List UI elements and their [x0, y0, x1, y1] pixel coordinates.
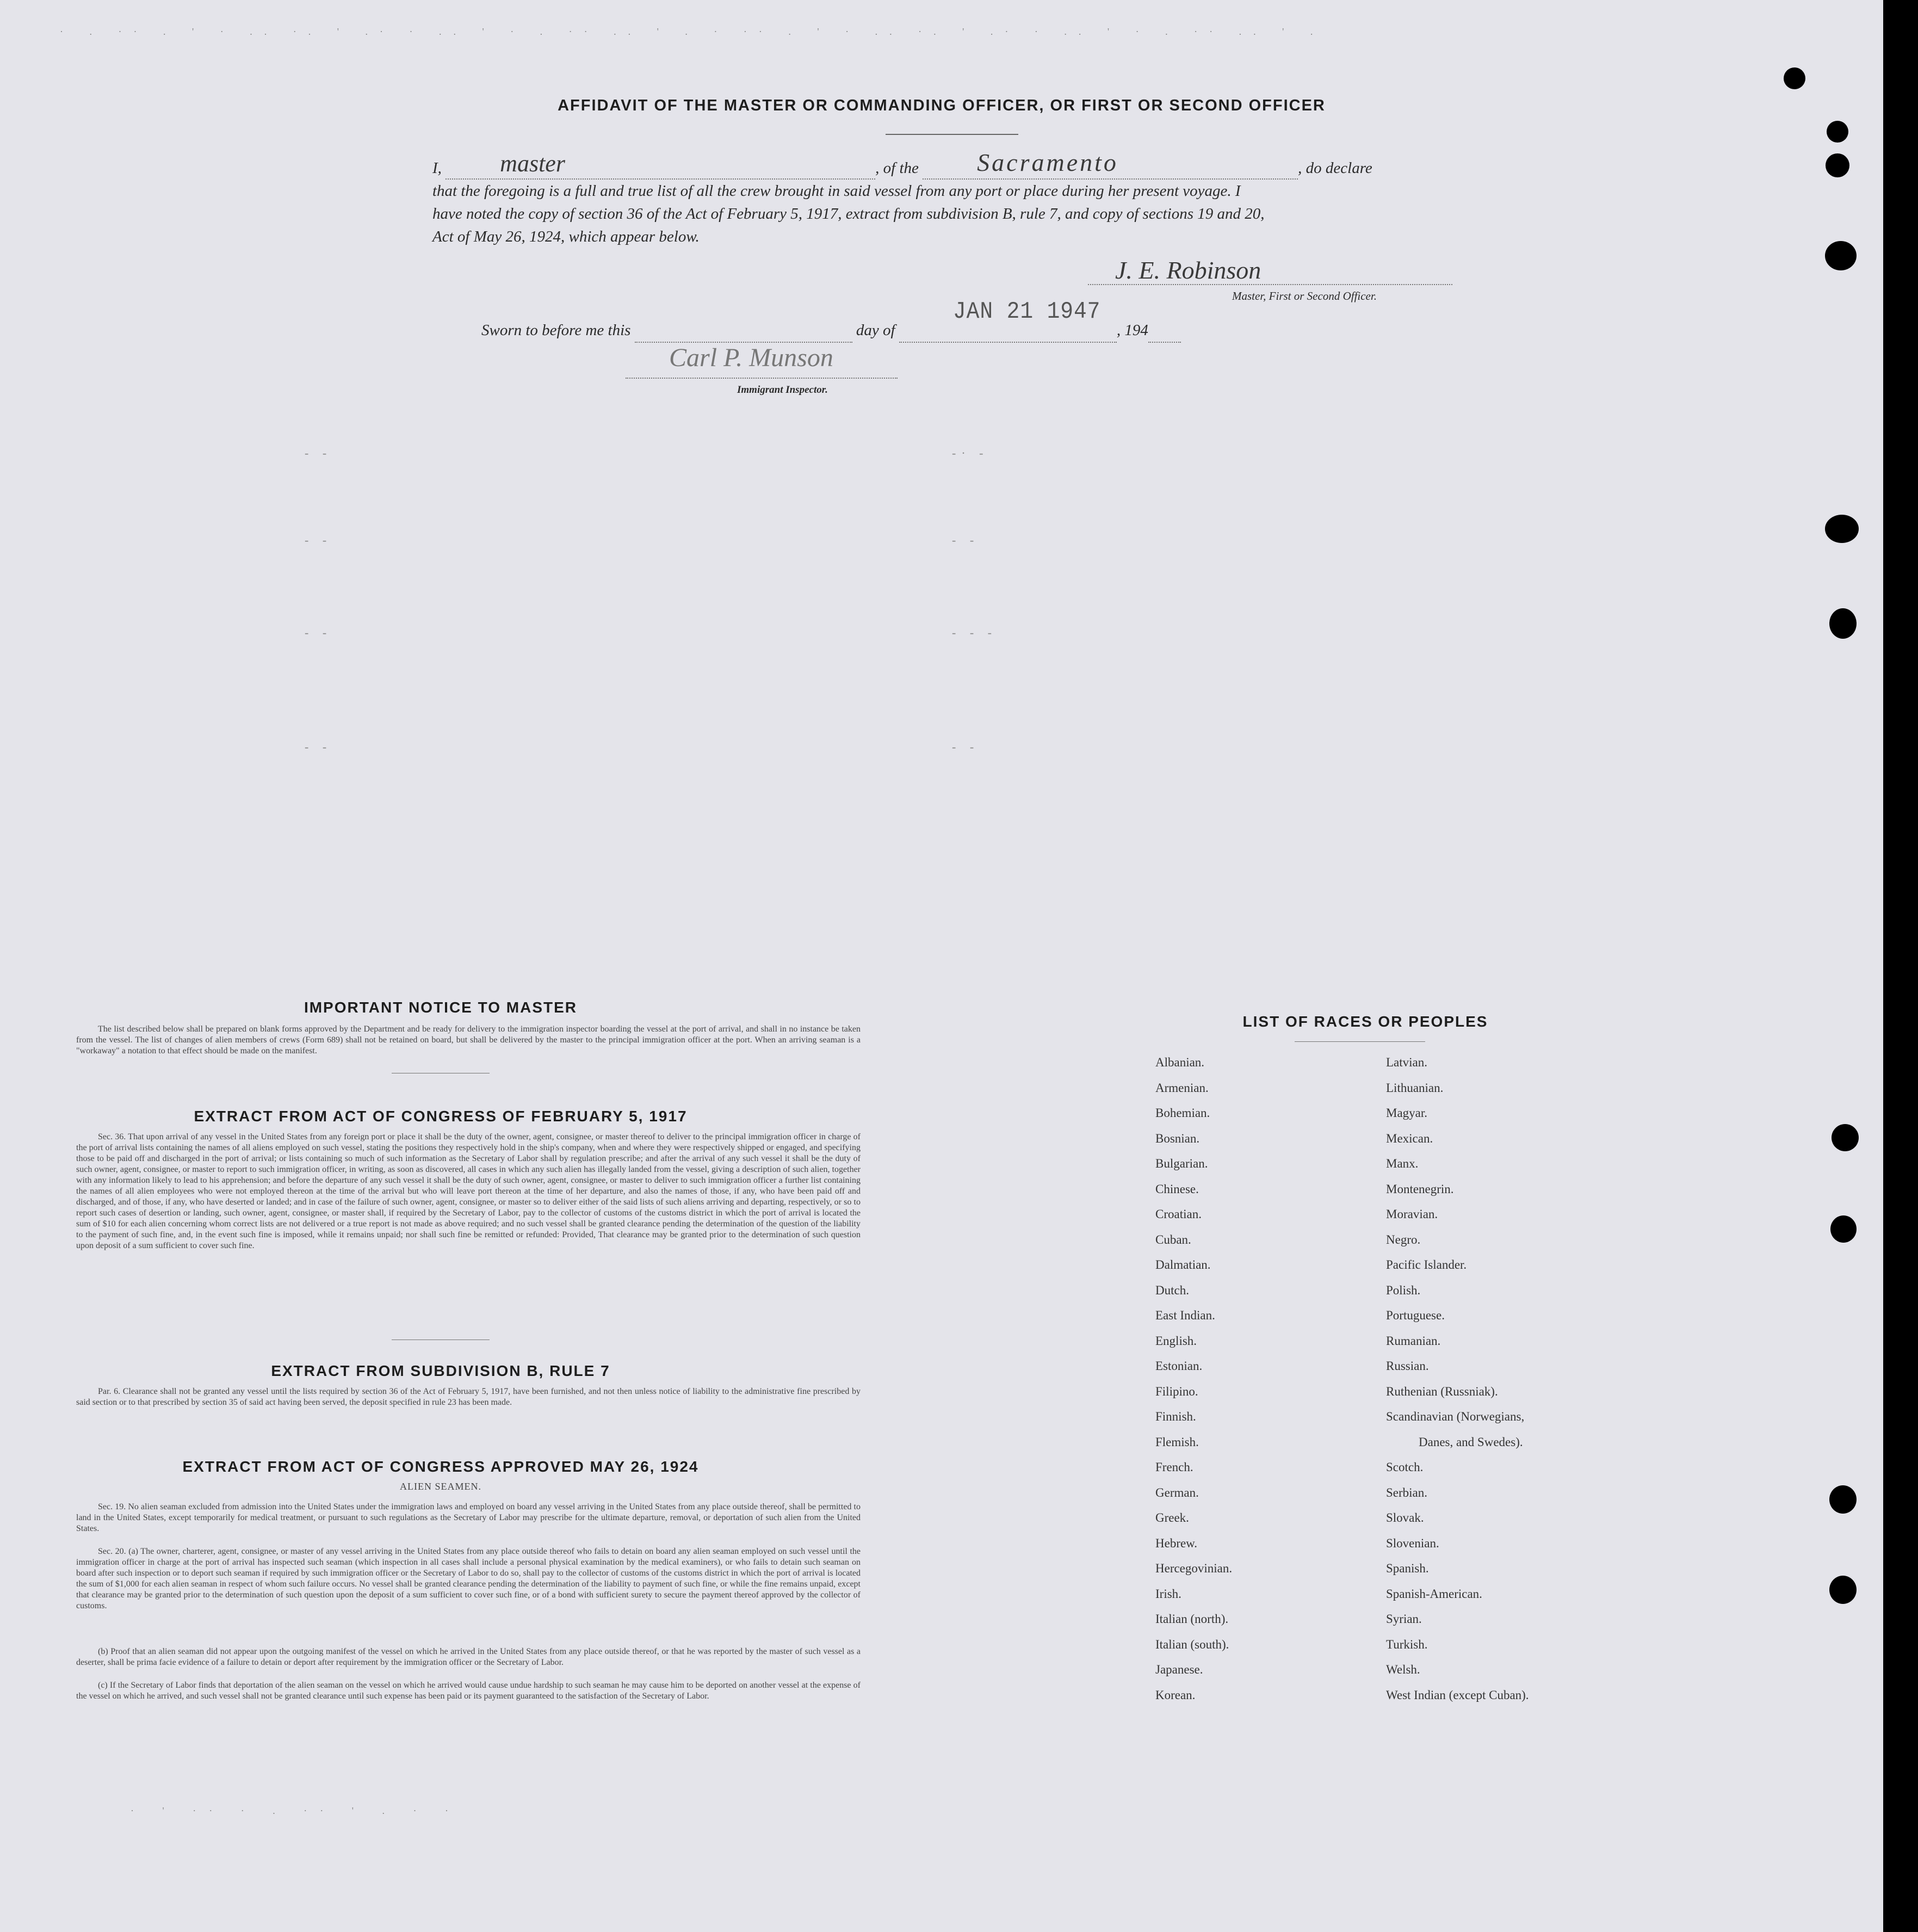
- race-item: Dutch.: [1155, 1283, 1189, 1297]
- race-item: Chinese.: [1155, 1182, 1199, 1196]
- race-item: Hercegovinian.: [1155, 1561, 1233, 1575]
- race-item: Dalmatian.: [1155, 1258, 1211, 1271]
- race-item: Scandinavian (Norwegians,: [1386, 1410, 1525, 1423]
- race-item: French.: [1155, 1460, 1193, 1474]
- race-item: Spanish-American.: [1386, 1587, 1482, 1601]
- punch-hole-icon: [1829, 1576, 1857, 1604]
- race-item: Manx.: [1386, 1157, 1419, 1170]
- race-item: Slovenian.: [1386, 1536, 1439, 1550]
- scan-noise: · ' ·· · . ·· ' . · ·: [131, 1805, 461, 1816]
- section-20b-text: (b) Proof that an alien seaman did not appear upon the outgoing manifest of the vessel on which he arrived in the United States from any place outside thereof, or that he was reported by the master of such vessel as a deserter, shall be prima facie evidence of a failure to detain or deport after requirement by the immigration officer or the Secretary of Labor.: [76, 1647, 861, 1667]
- declaration-line-4: Act of May 26, 1924, which appear below.: [432, 228, 700, 245]
- punch-hole-icon: [1830, 1215, 1857, 1243]
- race-item: Negro.: [1386, 1232, 1421, 1246]
- date-stamp: JAN 21 1947: [953, 298, 1101, 325]
- declaration-of-the: , of the: [875, 159, 919, 177]
- vessel-name-field: [923, 149, 1298, 180]
- race-item: English.: [1155, 1334, 1197, 1348]
- vessel-name-handwriting: Sacramento: [977, 149, 1118, 176]
- punch-hole-icon: [1829, 608, 1857, 639]
- punch-hole-icon: [1784, 67, 1805, 89]
- sworn-day-field: [635, 319, 852, 343]
- scan-noise: · . ·· . ' · .. ·. ' .· · .. ' · . ·· .. ' . · ·· . ' · .. ·. ' .· · .. ' · . ·· .. ' .: [60, 26, 1325, 37]
- punch-hole-icon: [1827, 121, 1848, 143]
- scan-marks: ‐ ‐: [305, 626, 332, 639]
- scan-marks: - - -: [952, 626, 997, 639]
- declaration-line-1: [432, 149, 1471, 180]
- punch-hole-icon: [1832, 1124, 1859, 1151]
- race-item: Portuguese.: [1386, 1308, 1445, 1322]
- race-item: Slovak.: [1386, 1511, 1424, 1524]
- master-signature: J. E. Robinson: [1115, 256, 1261, 284]
- race-item: Irish.: [1155, 1587, 1181, 1601]
- scan-marks: ‐ ‐: [305, 740, 332, 754]
- races-left-column: [1155, 1050, 1232, 1708]
- scan-marks: -· -: [952, 446, 989, 460]
- race-item: Rumanian.: [1386, 1334, 1441, 1348]
- day-of-label: day of: [856, 322, 895, 339]
- race-item: Armenian.: [1155, 1081, 1209, 1095]
- race-item: Italian (south).: [1155, 1637, 1229, 1651]
- race-item: Latvian.: [1386, 1055, 1427, 1069]
- race-item: Greek.: [1155, 1511, 1189, 1524]
- sworn-year-field: [1148, 319, 1181, 343]
- race-item: Danes, and Swedes).: [1419, 1435, 1523, 1449]
- extract-1917-title: EXTRACT FROM ACT OF CONGRESS OF FEBRUARY 5, 1917: [194, 1108, 688, 1125]
- inspector-signature: Carl P. Munson: [669, 343, 833, 372]
- declaration-line-3: have noted the copy of section 36 of the Act of February 5, 1917, extract from subdivision B, rule 7, and copy of sections 19 and 20,: [432, 205, 1265, 223]
- notice-body: The list described below shall be prepared on blank forms approved by the Department and be ready for delivery to the immigration inspector boarding the vessel at the port of arrival, and shall in no instance be taken from the vessel. The list of changes of alien members of crews (Form 689) shall not be retained on board, but shall be delivered by the master to the principal immigration officer at the port. When an arriving seaman is a "workaway" a notation to that effect should be made on the manifest.: [76, 1024, 861, 1055]
- punch-hole-icon: [1825, 241, 1857, 270]
- race-item: Flemish.: [1155, 1435, 1199, 1449]
- race-item: East Indian.: [1155, 1308, 1215, 1322]
- declaration-do-declare: , do declare: [1298, 159, 1372, 177]
- race-item: Scotch.: [1386, 1460, 1424, 1474]
- race-item: German.: [1155, 1485, 1199, 1499]
- races-title: LIST OF RACES OR PEOPLES: [1242, 1013, 1488, 1030]
- race-item: Korean.: [1155, 1688, 1196, 1702]
- race-item: Polish.: [1386, 1283, 1421, 1297]
- race-item: Finnish.: [1155, 1410, 1196, 1423]
- race-item: Russian.: [1386, 1359, 1429, 1373]
- subdivision-b-title: EXTRACT FROM SUBDIVISION B, RULE 7: [271, 1362, 610, 1379]
- declaration-line-2: that the foregoing is a full and true list of all the crew brought in said vessel from any port or place during her present voyage. I: [432, 182, 1241, 200]
- race-item: Lithuanian.: [1386, 1081, 1444, 1095]
- race-item: Bohemian.: [1155, 1106, 1210, 1120]
- notice-title: IMPORTANT NOTICE TO MASTER: [304, 999, 578, 1016]
- race-item: Filipino.: [1155, 1384, 1198, 1398]
- signature-line: [1088, 284, 1452, 285]
- race-item: Montenegrin.: [1386, 1182, 1454, 1196]
- signature-caption: Master, First or Second Officer.: [1232, 289, 1377, 303]
- race-item: Croatian.: [1155, 1207, 1202, 1221]
- race-item: West Indian (except Cuban).: [1386, 1688, 1529, 1702]
- race-item: Magyar.: [1386, 1106, 1428, 1120]
- race-item: Moravian.: [1386, 1207, 1438, 1221]
- race-item: Italian (north).: [1155, 1612, 1229, 1626]
- races-right-column: [1386, 1050, 1529, 1708]
- title-divider: [886, 134, 1018, 135]
- race-item: Hebrew.: [1155, 1536, 1198, 1550]
- scan-marks: ‐ ‐: [305, 533, 332, 547]
- affidavit-declaration: [432, 149, 1471, 248]
- extract-1917-body: Sec. 36. That upon arrival of any vessel in the United States from any foreign port or place it shall be the duty of the owner, agent, consignee, or master thereof to deliver to the principal immigration officer in charge of the port of arrival lists containing the names of all aliens employed on such vessel, stating the positions they respectively hold in the ship's company, when and where they were respectively shipped or engaged, and specifying those to be paid off and discharged in the port of arrival; or lists containing so much of such information as the Secretary of Labor shall by regulation prescribe; and after the arrival of any such vessel it shall be the duty of such owner, agent, consignee, or master to report to such immigration officer, in writing, as soon as discovered, all cases in which any such alien has illegally landed from the vessel, giving a description of such alien, together with any information likely to lead to his apprehension; and before the departure of any such vessel it shall be the duty of such owner, agent, consignee, or master to deliver to such immigration officer a further list containing the names of all alien employees who were not employed thereon at the time of the arrival but who will leave port thereon at the time of her departure, and also the names of those, if any, who have been paid off and discharged, and of those, if any, who have deserted or landed; and in case of the failure of such owner, agent, consignee, or master so to deliver either of the said lists of such aliens arriving and departing, respectively, or so to report such cases of desertion or landing, such owner, agent, consignee, or master shall, if required by the Secretary of Labor, pay to the collector of customs of the customs district in which the port of arrival is located the sum of $10 for each alien concerning whom correct lists are not delivered or a true report is not made as above required; and no such vessel shall be granted clearance pending the determination of the question of the liability to the payment of such fine, and, in the event such fine is imposed, while it remains unpaid; nor shall such fine be remitted or refunded: Provided, That clearance may be granted prior to the determination of such question upon deposit of a sum sufficient to cover such fine.: [76, 1132, 861, 1250]
- inspector-caption: Immigrant Inspector.: [737, 384, 828, 396]
- sworn-label: Sworn to before me this: [481, 322, 631, 339]
- year-prefix: , 194: [1116, 322, 1148, 339]
- declaration-i: I,: [432, 159, 442, 177]
- section-20a-text: Sec. 20. (a) The owner, charterer, agent, consignee, or master of any vessel arriving in the United States from any place outside thereof who fails to detain on board any alien seaman employed on such vessel until the immigration officer in charge at the port of arrival has inspected such seaman (which inspection in all cases shall include a personal physical examination by the medical examiners), or who fails to detain such seaman on board after such inspection or to deport such seaman if required by such immigration officer or the Secretary of Labor to do so, shall pay to the collector of customs of the customs district in which the port of arrival is located the sum of $1,000 for each alien seaman in respect of whom such failure occurs. No vessel shall be granted clearance pending the determination of the liability to payment of such fine, or while the fine remains unpaid, except that clearance may be granted prior to the determination of such question upon the deposit of a sum sufficient to cover such fine, or of a bond with sufficient surety to secure the payment thereof approved by the collector of customs.: [76, 1547, 861, 1610]
- extract-1924-title: EXTRACT FROM ACT OF CONGRESS APPROVED MAY 26, 1924: [182, 1458, 699, 1475]
- section-20c-text: (c) If the Secretary of Labor finds that deportation of the alien seaman on the vessel on which he arrived would cause undue hardship to such seaman he may cause him to be deported on another vessel at the expense of the vessel on which he arrived, and such vessel shall not be granted clearance until such expense has been paid or its payment guaranteed to the satisfaction of the Secretary of Labor.: [76, 1681, 861, 1701]
- race-item: Bulgarian.: [1155, 1157, 1208, 1170]
- scan-marks: ‐ ‐: [305, 446, 332, 460]
- race-item: Cuban.: [1155, 1232, 1191, 1246]
- race-item: Albanian.: [1155, 1055, 1205, 1069]
- subdivision-b-body: Par. 6. Clearance shall not be granted any vessel until the lists required by section 36 of the Act of February 5, 1917, have been furnished, and not then unless notice of liability to the administrative fine prescribed by said section or to that prescribed by section 35 of said act having been served, the deposit specified in rule 23 has been made.: [76, 1387, 861, 1407]
- master-name-handwriting: master: [500, 150, 565, 177]
- affidavit-title: AFFIDAVIT OF THE MASTER OR COMMANDING OFFICER, OR FIRST OR SECOND OFFICER: [558, 97, 1326, 114]
- race-item: Estonian.: [1155, 1359, 1203, 1373]
- race-item: Serbian.: [1386, 1485, 1428, 1499]
- punch-hole-icon: [1825, 515, 1859, 543]
- race-item: Spanish.: [1386, 1561, 1429, 1575]
- section-19-text: Sec. 19. No alien seaman excluded from admission into the United States under the immigration laws and employed on board any vessel arriving in the United States from any place outside thereof, shall be permitted to land in the United States, except temporarily for medical treatment, or pursuant to such regulations as the Secretary of Labor may prescribe for the ultimate departure, removal, or deportation of such alien from the United States.: [76, 1502, 861, 1533]
- punch-hole-icon: [1826, 153, 1849, 177]
- blank-crew-list-area: [305, 435, 1284, 979]
- race-item: Japanese.: [1155, 1663, 1203, 1676]
- race-item: Bosnian.: [1155, 1131, 1200, 1145]
- race-item: Welsh.: [1386, 1663, 1420, 1676]
- punch-hole-icon: [1829, 1485, 1857, 1514]
- race-item: Ruthenian (Russniak).: [1386, 1384, 1498, 1398]
- inspector-line: [626, 378, 898, 379]
- scan-marks: - -: [952, 533, 980, 547]
- race-item: Mexican.: [1386, 1131, 1433, 1145]
- extract-1924-subtitle: ALIEN SEAMEN.: [400, 1481, 481, 1492]
- race-item: Syrian.: [1386, 1612, 1422, 1626]
- race-item: Turkish.: [1386, 1637, 1428, 1651]
- scan-marks: - -: [952, 740, 980, 754]
- race-item: Pacific Islander.: [1386, 1258, 1467, 1271]
- master-name-field: [446, 150, 875, 180]
- races-divider: [1295, 1041, 1425, 1042]
